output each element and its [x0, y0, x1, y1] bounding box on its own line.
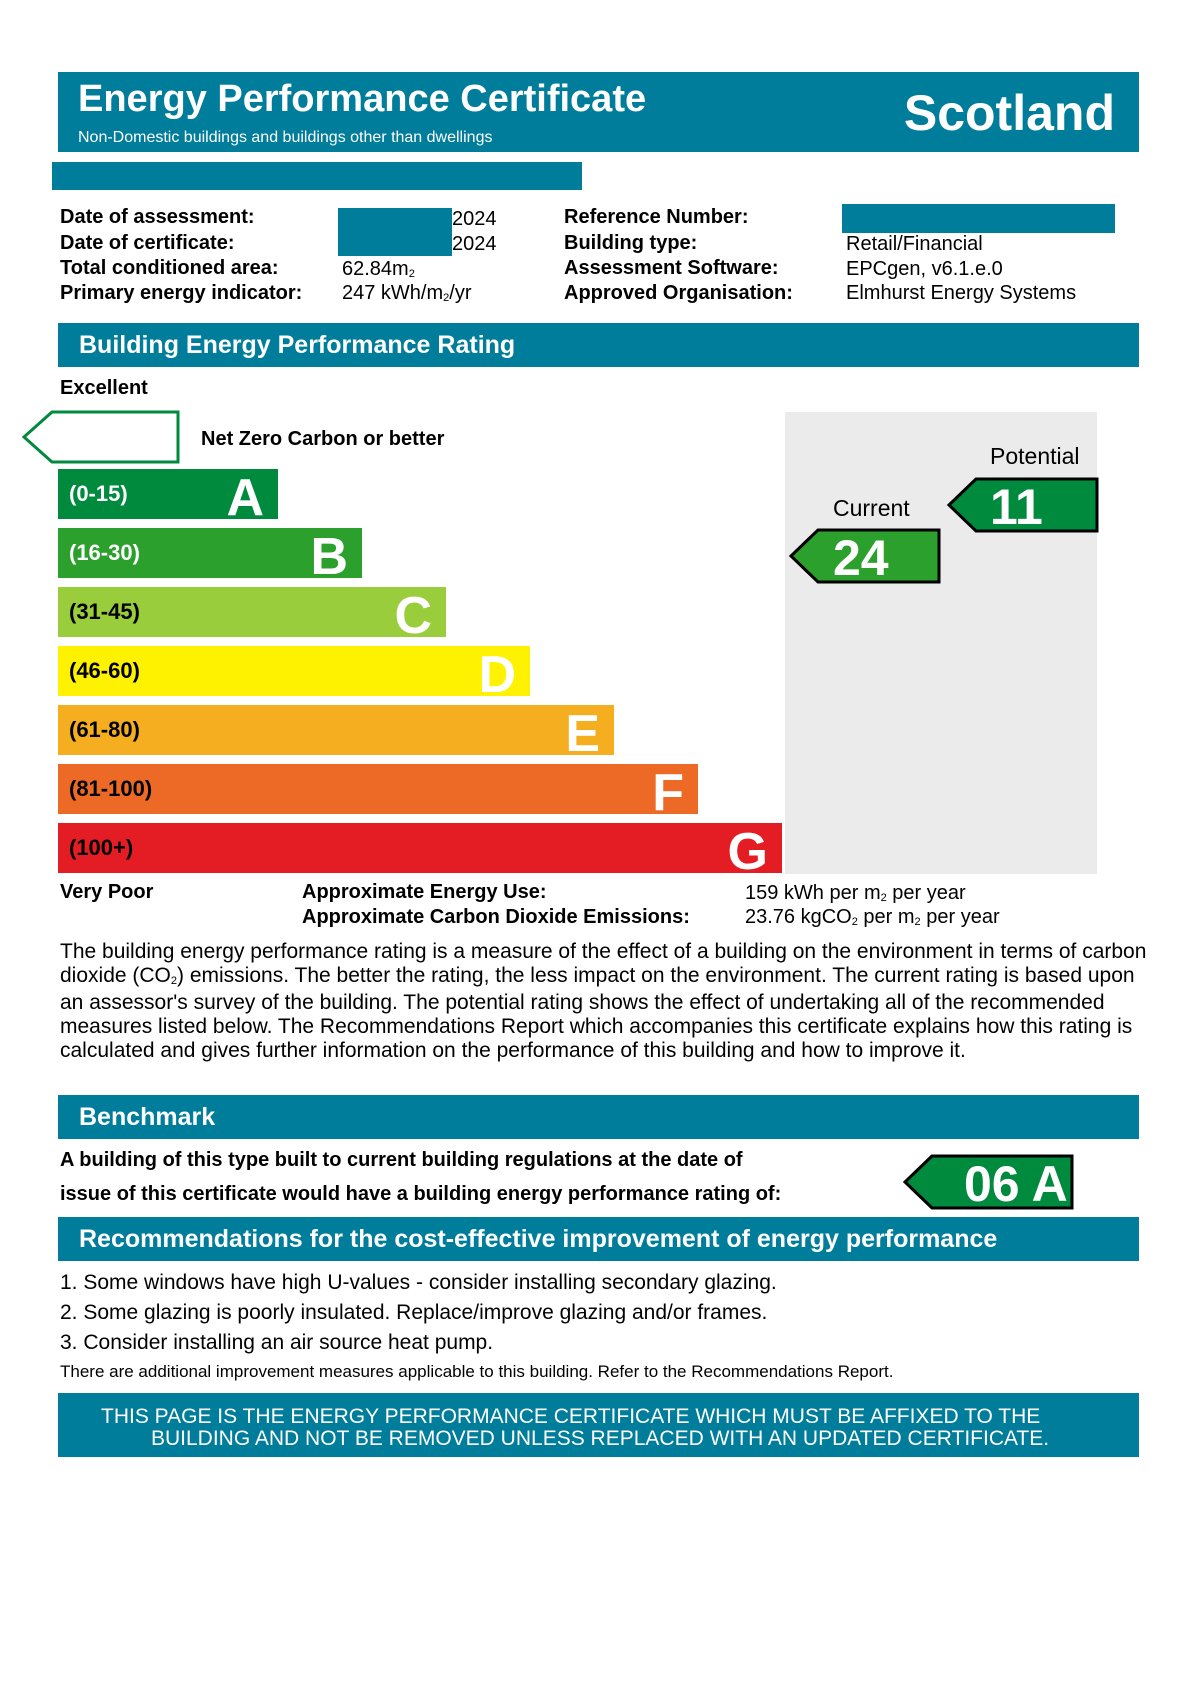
- excellent-label: Excellent: [60, 377, 148, 399]
- building-type-value: Retail/Financial: [846, 233, 983, 255]
- band-d: [58, 646, 530, 704]
- band-range: (81-100): [69, 776, 153, 801]
- net-zero-label: Net Zero Carbon or better: [201, 428, 445, 450]
- certificate-subtitle: Non-Domestic buildings and buildings other than dwellings: [78, 129, 493, 146]
- footer-line2: BUILDING AND NOT BE REMOVED UNLESS REPLACED WITH AN UPDATED CERTIFICATE.: [151, 1427, 1050, 1450]
- certificate-title: Energy Performance Certificate: [78, 78, 647, 120]
- benchmark-arrow: [902, 1153, 1068, 1212]
- primary-energy-label: Primary energy indicator:: [60, 282, 303, 304]
- date-of-assessment-label: Date of assessment:: [60, 206, 255, 228]
- potential-label: Potential: [990, 443, 1080, 469]
- building-type-label: Building type:: [564, 232, 698, 254]
- benchmark-rating-value: 06 A: [964, 1156, 1068, 1212]
- total-area-label: Total conditioned area:: [60, 257, 279, 279]
- recommendations-section-header: [58, 1217, 1139, 1261]
- recommendation-item: 3. Consider installing an air source heat pump.: [60, 1331, 494, 1354]
- very-poor-label: Very Poor: [60, 881, 154, 903]
- band-letter: F: [652, 764, 684, 822]
- date-of-assessment-value: 2024: [452, 208, 497, 230]
- potential-rating-value: 11: [990, 479, 1043, 535]
- band-a: [58, 469, 278, 527]
- recommendation-item: 1. Some windows have high U-values - consider installing secondary glazing.: [60, 1271, 777, 1294]
- approved-organisation-value: Elmhurst Energy Systems: [846, 282, 1077, 304]
- recommendations-note: There are additional improvement measures applicable to this building. Refer to the Recommendations Report.: [60, 1362, 894, 1381]
- reference-redaction-bar: [842, 204, 1115, 233]
- reference-number-label: Reference Number:: [564, 206, 749, 228]
- band-range: (31-45): [69, 599, 140, 624]
- energy-use-value: 159 kWh per $m_2$ per year: [745, 882, 966, 904]
- band-range: (61-80): [69, 717, 140, 742]
- band-g: [58, 823, 782, 881]
- band-letter: E: [565, 705, 600, 763]
- date-of-certificate-value: 2024: [452, 233, 497, 255]
- benchmark-section-header: [58, 1095, 1139, 1139]
- country-name: Scotland: [903, 85, 1115, 141]
- band-f: [58, 764, 698, 822]
- benchmark-section-title: Benchmark: [79, 1103, 216, 1131]
- date-redaction-block: [338, 208, 452, 256]
- band-letter: A: [226, 469, 264, 527]
- address-redaction-bar: [52, 162, 582, 190]
- footer-line1: THIS PAGE IS THE ENERGY PERFORMANCE CERTIFICATE WHICH MUST BE AFFIXED TO THE: [101, 1405, 1041, 1428]
- co2-emissions-label: Approximate Carbon Dioxide Emissions:: [302, 906, 690, 928]
- assessment-software-label: Assessment Software:: [564, 257, 779, 279]
- benchmark-text-line1: A building of this type built to current building regulations at the date of: [60, 1149, 743, 1171]
- recommendations-section-title: Recommendations for the cost-effective improvement of energy performance: [79, 1225, 998, 1253]
- band-range: (46-60): [69, 658, 140, 683]
- net-zero-arrow-icon: [22, 410, 182, 464]
- band-range: (0-15): [69, 481, 128, 506]
- rating-section-title: Building Energy Performance Rating: [79, 331, 516, 359]
- energy-use-label: Approximate Energy Use:: [302, 881, 547, 903]
- footer-banner: [58, 1393, 1139, 1457]
- rating-description: The building energy performance rating is a measure of the effect of a building on the environment in terms of carbon dioxide $(CO_2)$ emissions. The better the rating, the less impact on the environment. The current rating is based upon an assessor's survey of the building. The potential rating shows the effect of undertaking all of the recommended measures listed below. The Recommendations Report which accompanies this certificate explains how this rating is calculated and gives further information on the performance of this building and how to improve it.: [60, 940, 1147, 1062]
- date-of-certificate-label: Date of certificate:: [60, 232, 235, 254]
- band-c: [58, 587, 446, 645]
- primary-energy-value: 247 kWh/$m_2/yr$: [342, 282, 472, 304]
- current-rating-value: 24: [833, 530, 889, 586]
- recommendation-item: 2. Some glazing is poorly insulated. Replace/improve glazing and/or frames.: [60, 1301, 768, 1324]
- band-letter: D: [478, 646, 516, 704]
- assessment-software-value: EPCgen, v6.1.e.0: [846, 258, 1003, 280]
- header-banner: [58, 72, 1139, 152]
- co2-emissions-value: 23.76 kgCO$_2$ per $m_2$ per year: [745, 906, 1000, 928]
- benchmark-text-line2: issue of this certificate would have a building energy performance rating of:: [60, 1183, 782, 1205]
- band-range: (16-30): [69, 540, 140, 565]
- band-range: (100+): [69, 835, 134, 860]
- band-letter: C: [394, 587, 432, 645]
- band-letter: B: [310, 528, 348, 586]
- total-area-value: $62.84m_2$: [342, 258, 415, 280]
- band-e: [58, 705, 614, 763]
- band-b: [58, 528, 362, 586]
- current-label: Current: [833, 495, 910, 521]
- rating-section-header: [58, 323, 1139, 367]
- approved-organisation-label: Approved Organisation:: [564, 282, 793, 304]
- band-letter: G: [727, 823, 768, 881]
